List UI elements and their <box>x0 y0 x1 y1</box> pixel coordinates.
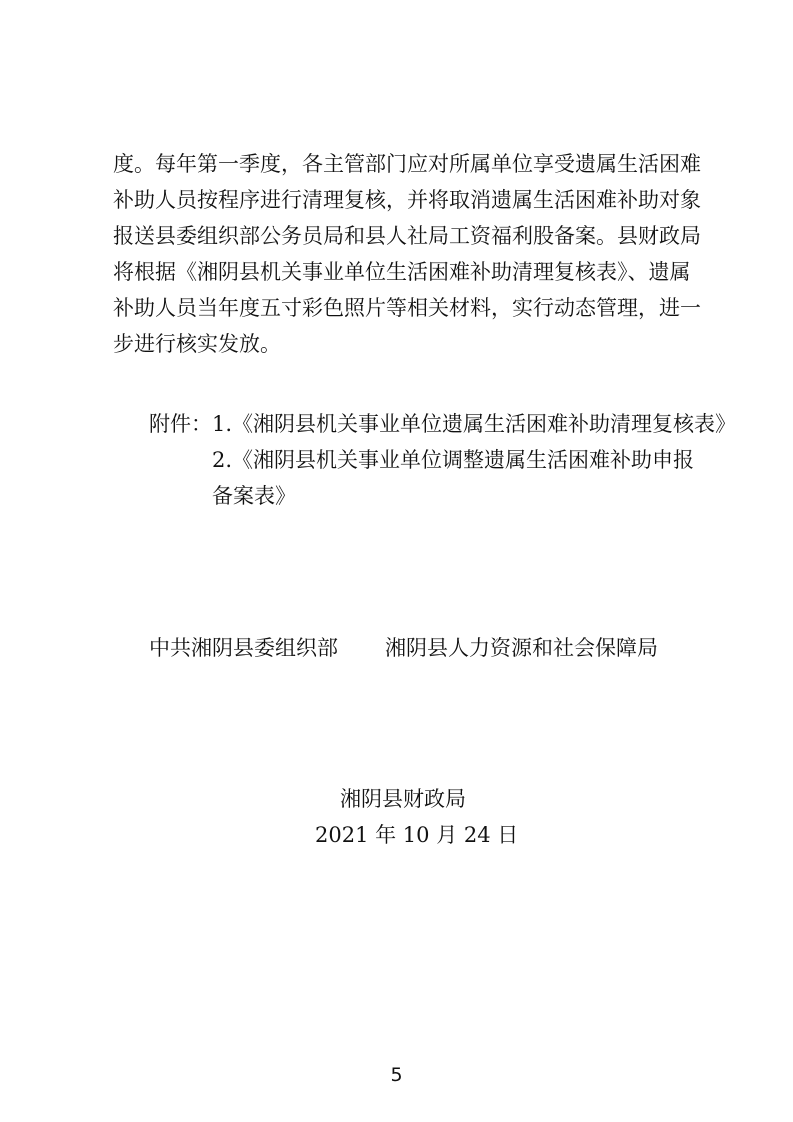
paragraph-line: 步进行核实发放。 <box>113 332 281 356</box>
signatory-finance-bureau: 湘阴县财政局 <box>340 787 466 811</box>
paragraph-line: 报送县委组织部公务员局和县人社局工资福利股备案。县财政局 <box>113 224 701 248</box>
paragraph-line: 度。每年第一季度，各主管部门应对所属单位享受遗属生活困难 <box>113 152 701 176</box>
paragraph-line: 补助人员当年度五寸彩色照片等相关材料，实行动态管理，进一 <box>113 296 701 320</box>
attachments-label: 附件： <box>149 412 212 436</box>
paragraph-line: 将根据《湘阴县机关事业单位生活困难补助清理复核表》、遗属 <box>113 260 691 284</box>
document-date: 2021 年 10 月 24 日 <box>315 823 519 847</box>
page-number: 5 <box>390 1064 403 1086</box>
paragraph-line: 补助人员按程序进行清理复核，并将取消遗属生活困难补助对象 <box>113 188 701 212</box>
attachment-item-2-continuation: 备案表》 <box>212 484 296 508</box>
signatory-organization-department: 中共湘阴县委组织部 <box>149 636 338 660</box>
signatory-human-resources-bureau: 湘阴县人力资源和社会保障局 <box>385 636 658 660</box>
attachment-item-1: 1.《湘阴县机关事业单位遗属生活困难补助清理复核表》 <box>212 412 737 436</box>
attachment-item-2: 2.《湘阴县机关事业单位调整遗属生活困难补助申报 <box>212 448 695 472</box>
